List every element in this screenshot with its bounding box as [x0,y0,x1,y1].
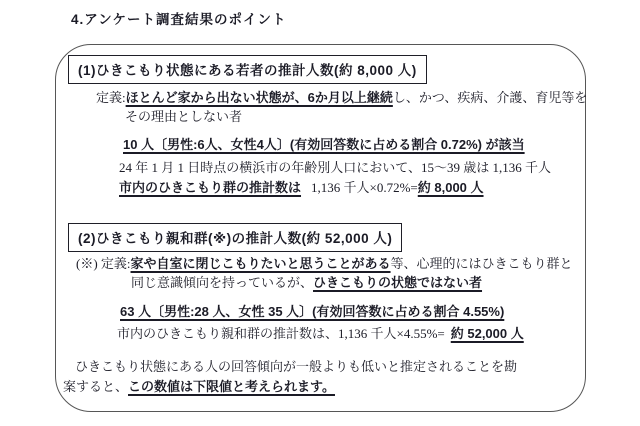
note-line2 [63,378,335,396]
section1-definition-line2: その理由としない者 [125,109,243,124]
section1-estimate-label: 市内のひきこもり群の推計数は [119,180,302,195]
section1-heading: (1)ひきこもり状態にある若者の推計人数(約 8,000 人) [68,55,427,84]
section1-population-line: 24 年 1 月 1 日時点の横浜市の年齢別人口において、15〜39 歳は 1,136 千人 [119,160,551,175]
section1-definition-label: 定義: [96,90,126,105]
section2-estimate-result: 約 52,000 人 [450,326,524,341]
section1-stat-line [123,136,525,154]
section2-definition-emphasis: 家や自室に閉じこもりたいと思うことがある [130,256,391,271]
section2-stat-line [120,303,504,321]
section1-estimate-result: 約 8,000 人 [417,180,484,195]
note-line2-emphasis: この数値は下限値と考えられます。 [128,379,335,394]
section1-estimate-line [119,179,484,197]
section2-definition-line1 [76,255,573,273]
section1-stat-text: 10 人〔男性:6人、女性4人〕(有効回答数に占める割合 0.72%) が該当 [123,137,525,152]
note-line2-start: 案すると、 [63,379,129,394]
section2-definition-label: (※) 定義: [76,256,131,271]
section2-estimate-calc: 市内のひきこもり親和群の推計数は、1,136 千人×4.55%= [117,326,445,341]
page-title: 4.アンケート調査結果のポイント [71,12,287,27]
note-line1: ひきこもり状態にある人の回答傾向が一般よりも低いと推定されることを勘 [75,359,518,374]
section1-definition-emphasis: ほとんど家から出ない状態が、6か月以上継続 [125,90,393,105]
section1-definition-rest: し、かつ、疾病、介護、育児等を [392,90,588,105]
section2-heading: (2)ひきこもり親和群(※)の推計人数(約 52,000 人) [68,223,402,252]
section2-definition-line2-start: 同じ意識傾向を持っているが、 [131,275,314,290]
section1-definition-line1 [96,89,587,107]
section2-definition-line2 [131,274,482,292]
section2-definition-rest: 等、心理的にはひきこもり群と [390,256,573,271]
section2-stat-text: 63 人〔男性:28 人、女性 35 人〕(有効回答数に占める割合 4.55%) [120,304,505,319]
results-panel [55,44,586,412]
section2-definition-line2-emphasis: ひきこもりの状態ではない者 [313,275,483,290]
section2-estimate-line [117,325,524,343]
section1-estimate-calc: 1,136 千人×0.72%= [311,180,418,195]
